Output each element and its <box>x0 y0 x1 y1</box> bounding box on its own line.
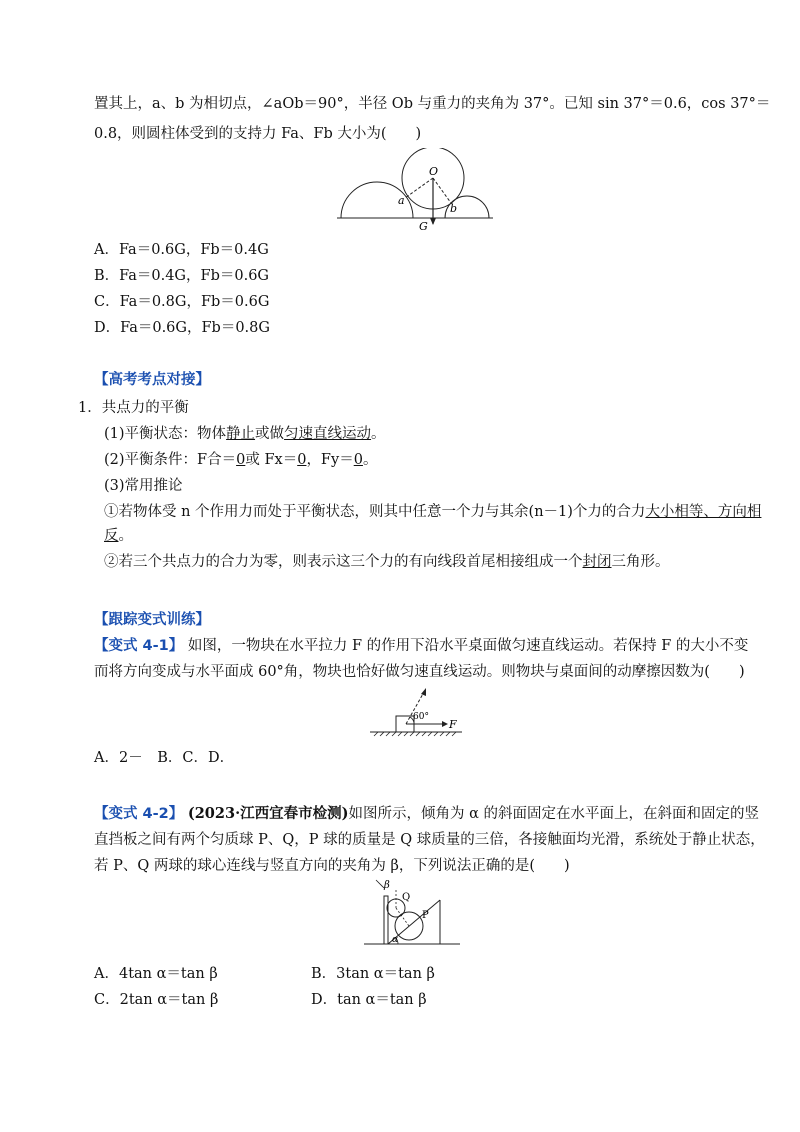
p4-end: 。 <box>118 528 133 544</box>
exam-p4 <box>104 502 761 522</box>
v42-line2: 直挡板之间有两个匀质球 P、Q，P 球的质量是 Q 球质量的三倍，各接触面均光滑，系统处于静止状态， <box>94 832 765 848</box>
v42-text1: 如图所示，倾角为 α 的斜面固定在水平面上，在斜面和固定的竖 <box>348 806 760 822</box>
label-g: G <box>419 220 428 233</box>
label-a: a <box>398 194 405 207</box>
p2-mid-1: 或 Fx＝ <box>245 452 298 468</box>
q1-line1: 置其上，a、b 为相切点，∠aOb＝90°，半径 Ob 与重力的夹角为 37°。已知 sin 37°＝0.6，cos 37°＝ <box>94 96 771 112</box>
q1-line2: 0.8，则圆柱体受到的支持力 Fa、Fb 大小为( ) <box>94 126 422 142</box>
exam-p4-cont <box>104 526 133 546</box>
p4-underline: 大小相等、方向相 <box>645 504 762 520</box>
label-o: O <box>429 165 439 178</box>
p2-prefix: (2)平衡条件：F合＝ <box>104 452 237 468</box>
training-heading: 【跟踪变式训练】 <box>94 612 210 628</box>
q-label: Q <box>402 892 411 903</box>
p-label: P <box>422 910 429 921</box>
label-b: b <box>450 202 458 215</box>
p5-underline: 封闭 <box>582 554 612 570</box>
p2-suffix: 。 <box>362 452 378 468</box>
p1-underline-1: 静止 <box>226 426 256 442</box>
v41-text1: 如图，一物块在水平拉力 F 的作用下沿水平桌面做匀速直线运动。若保持 F 的大小不变 <box>187 638 749 654</box>
q1-option-b: B．Fa＝0.4G，Fb＝0.6G <box>94 268 270 284</box>
p2-value-1: 0 <box>236 452 246 468</box>
angle-label: 60° <box>413 712 429 722</box>
exam-item: 1．共点力的平衡 <box>78 400 189 416</box>
v41-tag: 【变式 4-1】 <box>94 638 184 654</box>
block-force-figure <box>368 686 464 742</box>
exam-p1 <box>104 424 386 444</box>
cylinder-figure <box>335 148 495 234</box>
p2-mid-2: ，Fy＝ <box>306 452 354 468</box>
v42-line1 <box>94 804 759 824</box>
v42-line3: 若 P、Q 两球的球心连线与竖直方向的夹角为 β，下列说法正确的是( ) <box>94 858 570 874</box>
beta-label: β <box>384 880 390 891</box>
v42-option-a: A．4tan α＝tan β <box>94 966 218 982</box>
exam-p3: (3)常用推论 <box>104 478 183 494</box>
q1-option-d: D．Fa＝0.6G，Fb＝0.8G <box>94 320 270 336</box>
exam-p2 <box>104 450 377 470</box>
p2-value-2: 0 <box>297 452 307 468</box>
p1-prefix: (1)平衡状态：物体 <box>104 426 227 442</box>
v42-option-d: D．tan α＝tan β <box>311 992 427 1008</box>
p4-prefix: ①若物体受 n 个作用力而处于平衡状态，则其中任意一个力与其余(n－1)个力的合力 <box>104 504 646 520</box>
force-label: F <box>449 718 457 731</box>
p4-cont-underline: 反 <box>104 528 119 544</box>
p2-value-3: 0 <box>353 452 363 468</box>
exam-heading: 【高考考点对接】 <box>94 372 210 388</box>
v42-option-c: C．2tan α＝tan β <box>94 992 219 1008</box>
q1-option-c: C．Fa＝0.8G，Fb＝0.6G <box>94 294 270 310</box>
p5-suffix: 三角形。 <box>611 554 670 570</box>
v41-options: A．2－ B．C．D． <box>94 750 235 766</box>
p1-mid: 或做 <box>255 426 285 442</box>
q1-option-a: A．Fa＝0.6G，Fb＝0.4G <box>94 242 269 258</box>
v42-option-b: B．3tan α＝tan β <box>311 966 435 982</box>
spheres-incline-figure <box>362 878 462 950</box>
v41-line1 <box>94 636 748 656</box>
p1-suffix: 。 <box>371 426 386 442</box>
p5-prefix: ②若三个共点力的合力为零，则表示这三个力的有向线段首尾相接组成一个 <box>104 554 583 570</box>
v42-source: (2023·江西宜春市检测) <box>187 805 349 822</box>
v41-line2: 而将方向变成与水平面成 60°角，物块也恰好做匀速直线运动。则物块与桌面间的动摩擦因数为( ) <box>94 664 745 680</box>
p1-underline-2: 匀速直线运动 <box>284 426 372 442</box>
alpha-label: α <box>392 935 399 945</box>
exam-p5 <box>104 552 670 572</box>
v42-tag: 【变式 4-2】 <box>94 806 184 822</box>
